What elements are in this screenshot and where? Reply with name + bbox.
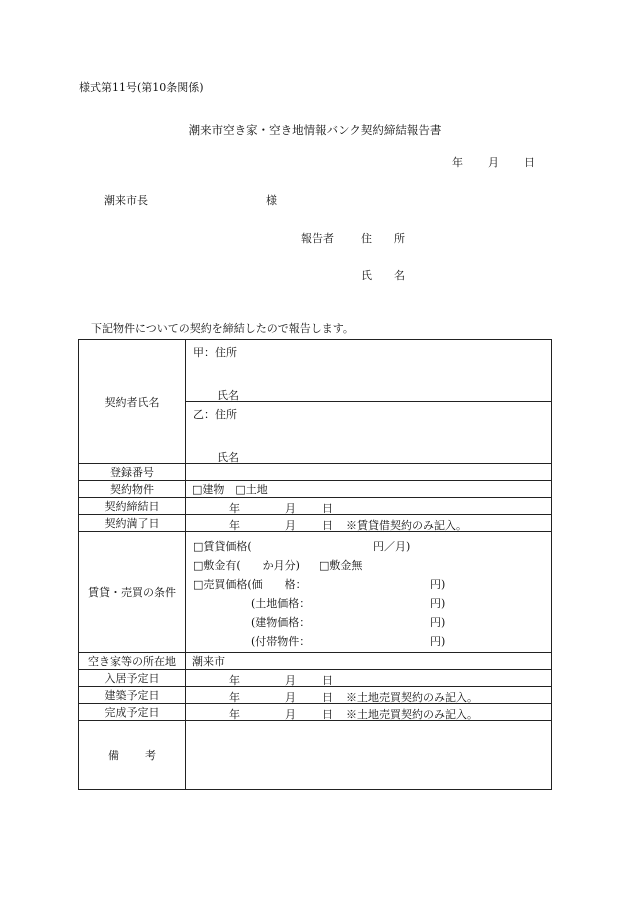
conditions-field[interactable] bbox=[186, 532, 552, 653]
party-b-cell[interactable] bbox=[186, 402, 552, 464]
registration-number-field[interactable] bbox=[186, 464, 552, 481]
construction-date-label: 建築予定日 bbox=[79, 687, 186, 704]
contract-date-day: 日 bbox=[322, 502, 333, 515]
construction-date-note: ※土地売買契約のみ記入。 bbox=[346, 691, 478, 704]
reporter-name-label-1: 氏 bbox=[361, 269, 372, 282]
party-a-cell[interactable] bbox=[186, 340, 552, 402]
location-label: 空き家等の所在地 bbox=[79, 653, 186, 670]
expiry-date-label: 契約満了日 bbox=[79, 515, 186, 532]
expiry-date-month: 月 bbox=[285, 519, 296, 532]
party-b-address-label: 乙：住所 bbox=[193, 408, 237, 421]
deposit-checkbox[interactable]: □敷金有( か月分) bbox=[193, 559, 300, 572]
remarks-label-char-2: 考 bbox=[145, 749, 156, 762]
expiry-date-note: ※賃貸借契約のみ記入。 bbox=[346, 519, 467, 532]
date-day-label: 日 bbox=[524, 156, 535, 169]
completion-date-day: 日 bbox=[322, 708, 333, 721]
construction-date-year: 年 bbox=[229, 691, 240, 704]
page-title: 潮来市空き家・空き地情報バンク契約締結報告書 bbox=[188, 123, 442, 137]
contract-date-year: 年 bbox=[229, 502, 240, 515]
location-field[interactable]: 潮来市 bbox=[186, 653, 552, 670]
rent-price-unit: 円／月) bbox=[373, 540, 411, 553]
property-checkboxes[interactable]: □建物 □土地 bbox=[186, 481, 552, 498]
completion-date-year: 年 bbox=[229, 708, 240, 721]
reporter-address-label-1: 住 bbox=[361, 232, 372, 245]
date-month-label: 月 bbox=[488, 156, 499, 169]
move-in-date-field[interactable] bbox=[186, 670, 552, 687]
construction-date-day: 日 bbox=[322, 691, 333, 704]
party-b-name-label: 氏名 bbox=[217, 451, 239, 464]
contract-date-field[interactable] bbox=[186, 498, 552, 515]
completion-date-label: 完成予定日 bbox=[79, 704, 186, 721]
completion-date-note: ※土地売買契約のみ記入。 bbox=[346, 708, 478, 721]
report-table bbox=[78, 339, 552, 790]
sale-price-unit: 円) bbox=[430, 578, 446, 591]
remarks-field[interactable] bbox=[186, 721, 552, 790]
extras-price-label: (付帯物件： bbox=[251, 635, 311, 648]
parties-label: 契約者氏名 bbox=[79, 340, 186, 464]
building-price-label: (建物価格： bbox=[251, 616, 311, 629]
move-in-date-label: 入居予定日 bbox=[79, 670, 186, 687]
construction-date-month: 月 bbox=[285, 691, 296, 704]
date-year-label: 年 bbox=[452, 156, 463, 169]
intro-text: 下記物件についての契約を締結したので報告します。 bbox=[91, 322, 354, 335]
expiry-date-day: 日 bbox=[322, 519, 333, 532]
contract-date-month: 月 bbox=[285, 502, 296, 515]
party-a-address-label: 甲：住所 bbox=[193, 346, 237, 359]
rent-price-checkbox[interactable]: □賃貸価格( bbox=[193, 540, 252, 553]
move-in-date-day: 日 bbox=[322, 674, 333, 687]
move-in-date-month: 月 bbox=[285, 674, 296, 687]
expiry-date-year: 年 bbox=[229, 519, 240, 532]
reporter-label: 報告者 bbox=[301, 232, 334, 245]
sale-price-checkbox[interactable]: □売買価格(価 格： bbox=[193, 578, 307, 591]
reporter-address-label-2: 所 bbox=[394, 232, 405, 245]
addressee-honorific: 様 bbox=[266, 194, 277, 207]
completion-date-month: 月 bbox=[285, 708, 296, 721]
contract-date-label: 契約締結日 bbox=[79, 498, 186, 515]
land-price-label: (土地価格： bbox=[251, 597, 311, 610]
property-label: 契約物件 bbox=[79, 481, 186, 498]
addressee: 潮来市長 bbox=[104, 194, 148, 207]
expiry-date-field[interactable] bbox=[186, 515, 552, 532]
building-price-unit: 円) bbox=[430, 616, 446, 629]
completion-date-field[interactable] bbox=[186, 704, 552, 721]
form-number: 様式第11号(第10条関係) bbox=[79, 81, 204, 94]
extras-price-unit: 円) bbox=[430, 635, 446, 648]
remarks-label bbox=[79, 721, 186, 790]
construction-date-field[interactable] bbox=[186, 687, 552, 704]
conditions-label: 賃貸・売買の条件 bbox=[79, 532, 186, 653]
registration-number-label: 登録番号 bbox=[79, 464, 186, 481]
move-in-date-year: 年 bbox=[229, 674, 240, 687]
reporter-name-label-2: 名 bbox=[394, 269, 405, 282]
land-price-unit: 円) bbox=[430, 597, 446, 610]
remarks-label-char-1: 備 bbox=[108, 749, 119, 762]
no-deposit-checkbox[interactable]: □敷金無 bbox=[319, 559, 363, 572]
party-a-name-label: 氏名 bbox=[217, 389, 239, 402]
